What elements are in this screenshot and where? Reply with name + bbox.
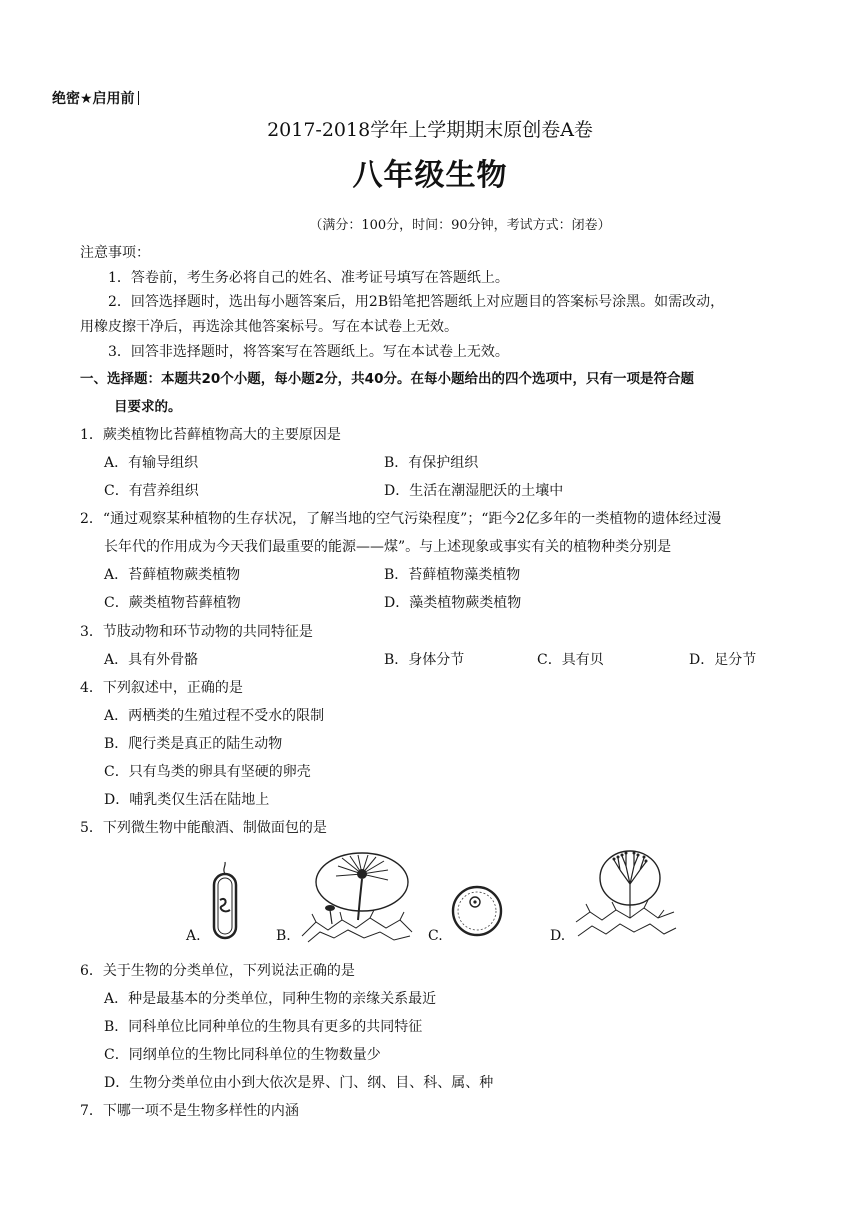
- yeast-cell-icon: [450, 882, 504, 940]
- penicillium-icon: [574, 848, 678, 942]
- question-2-option-d: D．藻类植物蕨类植物: [384, 595, 522, 611]
- question-2-option-a: A．苔藓植物蕨类植物: [104, 567, 241, 583]
- question-3-option-c: C．具有贝: [537, 652, 604, 668]
- question-2-option-b: B．苔藓植物藻类植物: [384, 567, 521, 583]
- question-6-option-c: C．同纲单位的生物比同科单位的生物数量少: [104, 1047, 381, 1063]
- question-1-option-c: C．有营养组织: [104, 483, 199, 499]
- note-item-1: 1．答卷前，考生务必将自己的姓名、准考证号填写在答题纸上。: [108, 270, 509, 286]
- exam-title: 2017-2018学年上学期期末原创卷A卷: [267, 119, 593, 141]
- subject-title: 八年级生物: [352, 158, 508, 193]
- question-1-stem: 1．蕨类植物比苔藓植物高大的主要原因是: [80, 427, 341, 443]
- question-5-stem: 5．下列微生物中能酿酒、制做面包的是: [80, 820, 327, 836]
- section-heading-line2: 目要求的。: [114, 399, 182, 415]
- question-4-stem: 4．下列叙述中，正确的是: [80, 680, 243, 696]
- bacterium-icon: [208, 860, 242, 942]
- question-3-option-d: D．足分节: [689, 652, 757, 668]
- question-3-stem: 3．节肢动物和环节动物的共同特征是: [80, 624, 313, 640]
- question-5-option-b-label: B.: [276, 928, 291, 944]
- question-1-option-b: B．有保护组织: [384, 455, 479, 471]
- question-1-option-d: D．生活在潮湿肥沃的土壤中: [384, 483, 564, 499]
- question-4-option-a: A．两栖类的生殖过程不受水的限制: [104, 708, 325, 724]
- question-2-stem-line1: 2．“通过观察某种植物的生存状况，了解当地的空气污染程度”；“距今2亿多年的一类植物的遗体经过漫: [80, 511, 722, 527]
- exam-info: （满分：100分，时间：90分钟，考试方式：闭卷）: [309, 218, 611, 233]
- question-1-option-a: A．有输导组织: [104, 455, 199, 471]
- notes-heading: 注意事项：: [80, 245, 150, 261]
- question-4-option-d: D．哺乳类仅生活在陆地上: [104, 792, 270, 808]
- question-6-stem: 6．关于生物的分类单位，下列说法正确的是: [80, 963, 355, 979]
- question-5-option-c-label: C.: [428, 928, 443, 944]
- question-6-option-b: B．同科单位比同种单位的生物具有更多的共同特征: [104, 1019, 423, 1035]
- mold-icon: [298, 852, 416, 944]
- secret-label: 绝密★启用前: [52, 88, 139, 108]
- note-item-2-line2: 用橡皮擦干净后，再选涂其他答案标号。写在本试卷上无效。: [80, 319, 458, 335]
- question-5-option-a-label: A.: [186, 928, 201, 944]
- question-6-option-a: A．种是最基本的分类单位，同种生物的亲缘关系最近: [104, 991, 437, 1007]
- question-3-option-b: B．身体分节: [384, 652, 465, 668]
- question-2-option-c: C．蕨类植物苔藓植物: [104, 595, 241, 611]
- note-item-3: 3．回答非选择题时，将答案写在答题纸上。写在本试卷上无效。: [108, 344, 509, 360]
- question-3-option-a: A．具有外骨骼: [104, 652, 199, 668]
- question-4-option-b: B．爬行类是真正的陆生动物: [104, 736, 283, 752]
- note-item-2-line1: 2．回答选择题时，选出每小题答案后，用2B铅笔把答题纸上对应题目的答案标号涂黑。如需改动，: [108, 294, 725, 310]
- question-6-option-d: D．生物分类单位由小到大依次是界、门、纲、目、科、属、种: [104, 1075, 494, 1091]
- question-4-option-c: C．只有鸟类的卵具有坚硬的卵壳: [104, 764, 311, 780]
- section-heading-line1: 一、选择题：本题共20个小题，每小题2分，共40分。在每小题给出的四个选项中，只有一项是符合题: [80, 371, 694, 387]
- question-2-stem-line2: 长年代的作用成为今天我们最重要的能源——煤”。与上述现象或事实有关的植物种类分别是: [104, 539, 672, 555]
- question-5-option-d-label: D.: [550, 928, 566, 944]
- question-7-stem: 7．下哪一项不是生物多样性的内涵: [80, 1103, 299, 1119]
